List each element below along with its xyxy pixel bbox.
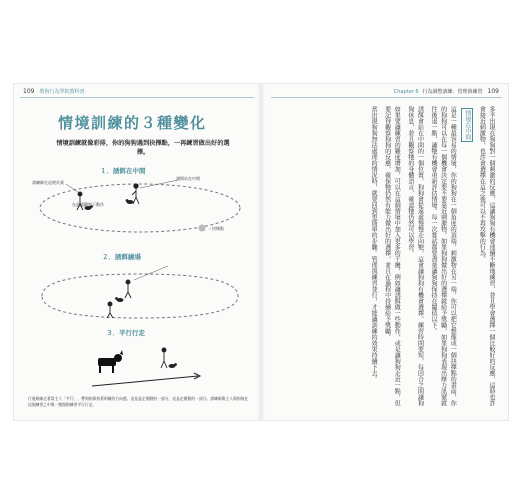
handler-figure-icon	[132, 184, 139, 204]
right-running-title: 行為調整訓練：管理與練習	[422, 89, 483, 95]
right-page	[261, 84, 508, 420]
page-subtitle: 情境訓練就像彩排，你的狗狗遇到抉擇點，一再練習做出好的選擇。	[56, 140, 230, 156]
body-paragraph-2: 這是一種最容易的情境，你的狗狗在一個角度的頂端，刺激物在另一端，你可以把它想像成一個抉擇點的畫面，你的狗狗可以在每一個機會決定要不要靠近刺激物。如果狗狗做出好的選擇就給予獎勵，如果狗狗表現出壓力訊號就往後退一點，讓牠有機會重新評估情境。每一次嘗試都要盡量讓狗狗保持在閾值以下。	[430, 106, 457, 406]
figure-caption: 行進路線走著當主人「平行」，帶狗狗保持著明確的方向感。這是是走開動的一部分，這是走開動的一部分。訓練師與主人與狗狗在這個練習之中與一整個路練習平行行走。	[28, 396, 249, 407]
left-header	[20, 87, 86, 96]
body-paragraph-4: 如果要讓練習的難度增加，可以在這個情境中加入更多的干擾，例如讓誘餌做一些動作，或是讓狗狗走近一點，但要記得觀察狗狗的反應，確保牠仍然有能力做出好的選擇，並且在過程中持續給予獎勵。	[383, 106, 401, 406]
handler-figure-icon	[161, 348, 167, 368]
figure-3-illustration	[28, 328, 250, 394]
body-paragraph-1: 多半出現在狗狗對一個刺激的反應，這讓狗狗有機會連續不斷地練習，並且學會選擇一個比較好的反應，這時也許會接近刺激物，也許會選擇在這之後可以不再攻擊的行為。	[478, 106, 495, 406]
dog-figure-icon	[169, 363, 177, 368]
left-running-title: 教狗行為學院教科書	[39, 89, 85, 95]
dog-figure-icon	[126, 199, 134, 204]
section-heading: 情境在中間	[461, 108, 473, 142]
book-spread	[14, 84, 508, 420]
figure-1	[28, 164, 250, 244]
left-page-number: 109	[23, 88, 35, 95]
right-page-number: 109	[487, 88, 499, 95]
body-paragraph-5: 當出現狗狗無法處理的情況時，就要回到更簡單的步驟。管理與練習並行，才能讓訓練的效果持續下去。	[370, 106, 378, 382]
figure-1-callout-1: 訓練師在這裡負責	[32, 180, 64, 185]
right-header-rule	[271, 97, 502, 98]
body-paragraph-3: 誘餌會站在中間的一個位置，狗狗會從遠處慢慢走向牠，這會讓狗狗有機會選擇。練習時間要短，每回合之間讓狗狗休息，並且觀察牠的身體語言，確認牠仍然可以學習。	[406, 106, 424, 406]
figure-1-callout-3: 誘餌站在中間	[176, 176, 200, 181]
right-chapter-label: Chapter 6	[393, 88, 419, 95]
figure-1-label: １．誘餌在中間	[100, 167, 146, 175]
figure-2	[28, 252, 250, 324]
figure-2-illustration	[28, 252, 250, 324]
left-header-rule	[20, 97, 254, 98]
handler-walking-icon	[107, 302, 113, 318]
right-header	[392, 87, 502, 96]
large-dog-icon	[98, 350, 123, 373]
figure-3-label: ３．平行行走	[106, 329, 145, 337]
page-title: 情境訓練的３種變化	[58, 114, 207, 132]
handler-figure-icon	[125, 280, 131, 298]
figure-1-callout-4: ＝抉擇點	[208, 226, 224, 231]
right-page-body	[364, 106, 496, 406]
figure-2-label: ２．誘餌繞場	[102, 253, 141, 261]
decision-point-marker-icon	[199, 225, 206, 232]
dog-figure-icon	[115, 297, 123, 302]
figure-3	[28, 328, 250, 394]
left-page	[14, 84, 261, 420]
figure-1-callout-2: 在此處觀察下動作	[72, 202, 104, 207]
figure-1-illustration	[28, 164, 250, 244]
